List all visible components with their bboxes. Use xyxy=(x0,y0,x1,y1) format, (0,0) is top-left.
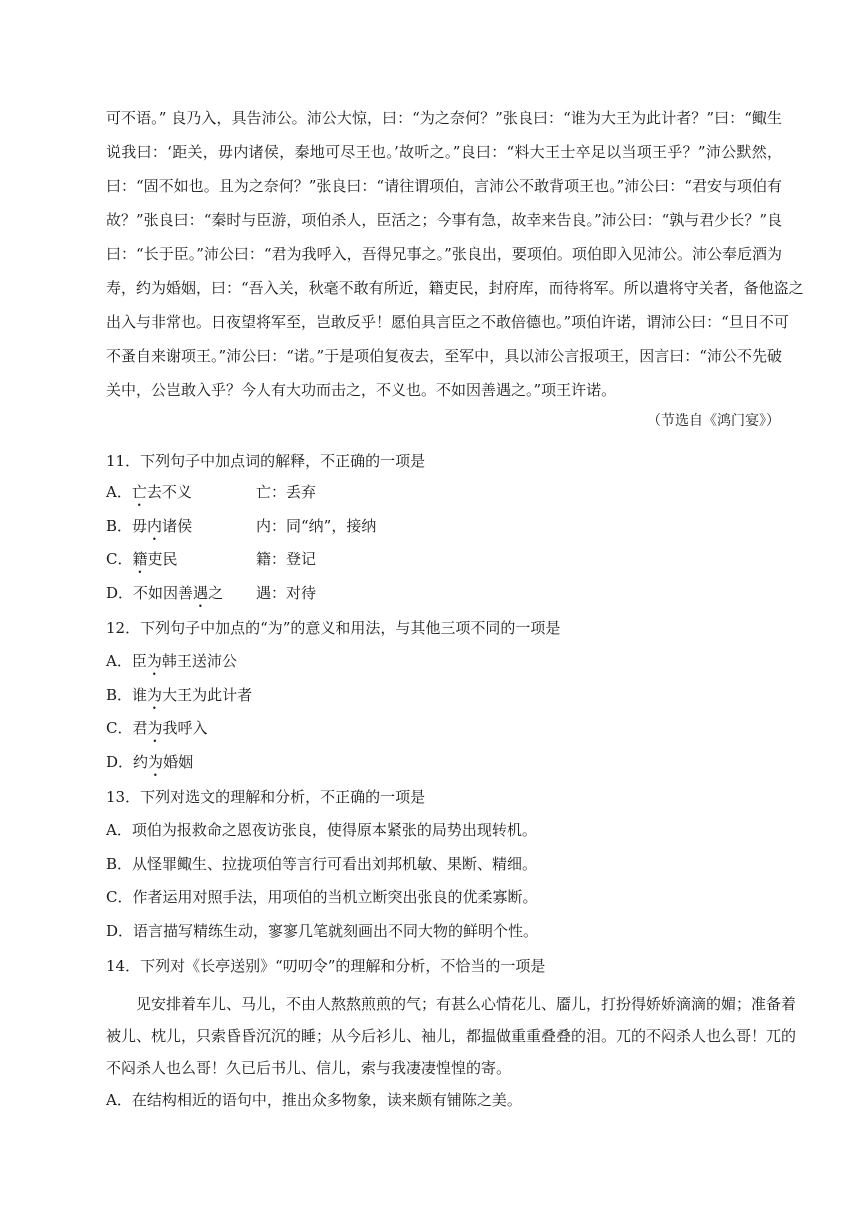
question-13-stem: 13．下列对选文的理解和分析，不正确的一项是 xyxy=(106,788,426,806)
passage-line: 说我曰：‘距关，毋内诸侯，秦地可尽王也。’故听之。”良曰：“料大王士卒足以当项王乎？”沛公默然， xyxy=(106,143,782,161)
question-11-option-c: C．籍吏民 籍：登记 xyxy=(106,550,317,568)
lyrics-line: 见安排着车儿、马儿，不由人熬熬煎煎的气；有甚么心情花儿、靥儿，打扮得娇娇滴滴的媚；准备着 xyxy=(136,995,797,1013)
question-14-stem: 14．下列对《长亭送别》“叨叨令”的理解和分析，不恰当的一项是 xyxy=(106,957,546,975)
passage-source: （节选自《鸿门宴》） xyxy=(647,413,780,429)
question-14-option-a: A．在结构相近的语句中，推出众多物象，读来颇有铺陈之美。 xyxy=(106,1091,522,1109)
lyrics-line: 被儿、枕儿，只索昏昏沉沉的睡；从今后衫儿、袖儿，都揾做重重叠叠的泪。兀的不闷杀人也么哥！兀的 xyxy=(106,1027,797,1045)
question-12-option-c: C．君为我呼入 xyxy=(106,719,208,737)
option-gloss: 亡：丢弃 xyxy=(256,483,317,501)
passage-line: 故？”张良曰：“秦时与臣游，项伯杀人，臣活之；今事有急，故幸来告良。”沛公曰：“孰与君少长？”良 xyxy=(106,211,782,229)
emphasized-word: 亡 xyxy=(131,483,147,501)
classical-passage xyxy=(106,101,804,407)
question-12-option-d: D．约为婚姻 xyxy=(106,753,194,771)
question-11-stem: 11．下列句子中加点词的解释，不正确的一项是 xyxy=(106,452,426,470)
song-lyrics xyxy=(106,988,797,1084)
question-13-option-a: A．项伯为报救命之恩夜访张良，使得原本紧张的局势出现转机。 xyxy=(106,821,537,839)
emphasized-word: 为 xyxy=(147,686,163,704)
question-11-option-d: D．不如因善遇之 遇：对待 xyxy=(106,584,317,602)
question-12-option-a: A．臣为韩王送沛公 xyxy=(106,652,237,670)
emphasized-word: 籍 xyxy=(132,550,148,568)
option-gloss: 内：同“纳”，接纳 xyxy=(256,517,377,535)
emphasized-word: 内 xyxy=(147,517,163,535)
passage-line: 关中，公岂敢入乎？今人有大功而击之，不义也。不如因善遇之。”项王许诺。 xyxy=(106,381,617,399)
question-13-option-b: B．从怪罪鲰生、拉拢项伯等言行可看出刘邦机敏、果断、精细。 xyxy=(106,855,538,873)
emphasized-word: 遇 xyxy=(193,584,209,602)
question-13-option-d: D．语言描写精练生动，寥寥几笔就刻画出不同大物的鲜明个性。 xyxy=(106,922,539,940)
passage-line: 不蚤自来谢项王。”沛公曰：“诺。”于是项伯复夜去，至军中，具以沛公言报项王，因言曰：“沛公不先破 xyxy=(106,347,782,365)
emphasized-word: 为 xyxy=(146,652,162,670)
emphasized-word: 为 xyxy=(148,753,164,771)
question-11-option-a: A．亡去不义 亡：丢弃 xyxy=(106,483,317,501)
question-13-option-c: C．作者运用对照手法，用项伯的当机立断突出张良的优柔寡断。 xyxy=(106,888,538,906)
question-12-option-b: B．谁为大王为此计者 xyxy=(106,686,253,704)
question-11-option-b: B．毋内诸侯 内：同“纳”，接纳 xyxy=(106,517,377,535)
emphasized-word: 为 xyxy=(147,719,163,737)
passage-line: 出入与非常也。日夜望将军至，岂敢反乎！愿伯具言臣之不敢倍德也。”项伯许诺，谓沛公曰：“旦日不可 xyxy=(106,313,789,331)
passage-line: 可不语。” 良乃入，具告沛公。沛公大惊，曰：“为之奈何？”张良曰：“谁为大王为此计者？”曰：“鲰生 xyxy=(106,109,782,127)
passage-line: 曰：“长于臣。”沛公曰：“君为我呼入，吾得兄事之。”张良出，要项伯。项伯即入见沛公。沛公奉卮酒为 xyxy=(106,245,782,263)
option-gloss: 籍：登记 xyxy=(256,550,317,568)
question-12-stem: 12．下列句子中加点的“为”的意义和用法，与其他三项不同的一项是 xyxy=(106,619,561,637)
lyrics-line: 不闷杀人也么哥！久已后书儿、信儿，索与我凄凄惶惶的寄。 xyxy=(106,1059,512,1077)
passage-line: 寿，约为婚姻，曰：“吾入关，秋毫不敢有所近，籍吏民，封府库，而待将军。所以遣将守关者，备他盗之 xyxy=(106,279,804,297)
option-gloss: 遇：对待 xyxy=(256,584,317,602)
passage-line: 曰：“固不如也。且为之奈何？”张良曰：“请往谓项伯，言沛公不敢背项王也。”沛公曰：“君安与项伯有 xyxy=(106,177,782,195)
